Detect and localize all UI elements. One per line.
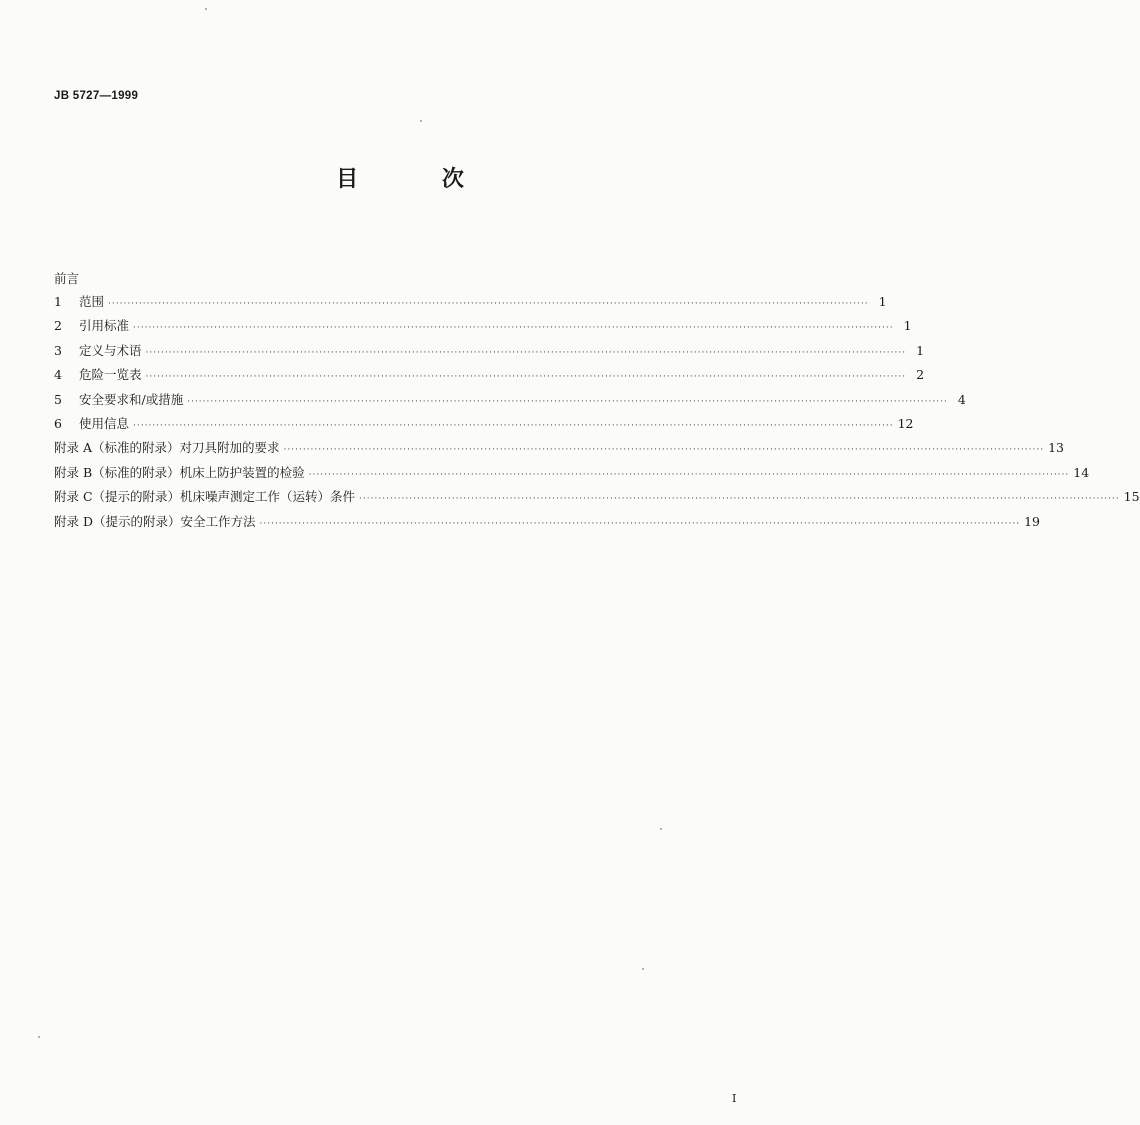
toc-leader-dots: ····································································································································································································· (133, 420, 894, 431)
toc-entry-label: 引用标准 (79, 318, 130, 334)
toc-entry-label: 附录 B（标准的附录）机床上防护装置的检验 (54, 464, 305, 480)
toc-entry-appendix-c[interactable] (54, 485, 1140, 509)
toc-entry-2[interactable] (54, 314, 912, 338)
page-number: I (732, 1092, 737, 1105)
toc-entry-5[interactable] (54, 388, 966, 412)
toc-entry-number: 3 (54, 342, 62, 358)
scan-speck (205, 8, 207, 10)
standard-code: JB 5727—1999 (54, 90, 139, 102)
toc-leader-dots: ····································································································································································································· (145, 347, 907, 358)
toc-leader-dots: ····································································································································································································· (308, 469, 1070, 480)
toc-entry-label: 附录 A（标准的附录）对刀具附加的要求 (54, 440, 280, 456)
toc-entry-page: 1 (878, 294, 887, 309)
toc-entry-page: 14 (1073, 464, 1090, 480)
toc-entry-page: 12 (897, 415, 914, 431)
toc-entry-number: 4 (54, 367, 62, 383)
toc-entry-6[interactable] (54, 412, 914, 436)
toc-entry-label: 安全要求和/或措施 (79, 391, 184, 407)
toc-entry-page: 13 (1048, 440, 1065, 456)
scan-speck (660, 828, 662, 830)
toc-entry-3[interactable] (54, 339, 925, 363)
toc-entry-appendix-b[interactable] (54, 461, 1090, 485)
toc-leader-dots: ····································································································································································································· (259, 518, 1021, 529)
toc-entry-label: 使用信息 (79, 415, 130, 431)
toc-entry-page: 4 (957, 391, 966, 407)
toc-entry-label: 定义与术语 (79, 342, 142, 358)
toc-entry-label: 附录 C（提示的附录）机床噪声测定工作（运转）条件 (54, 489, 356, 505)
toc-leader-dots: ····································································································································································································· (283, 445, 1045, 456)
toc-preface[interactable]: 前言 (54, 271, 80, 286)
toc-entry-label: 附录 D（提示的附录）安全工作方法 (54, 513, 256, 529)
toc-entry-page: 1 (903, 318, 912, 334)
page-title: 目 次 (336, 167, 502, 192)
toc-entry-page: 1 (916, 342, 925, 358)
scan-speck (420, 120, 422, 122)
toc-entry-page: 2 (916, 367, 925, 383)
toc-entry-1[interactable] (54, 290, 887, 314)
toc-entry-4[interactable] (54, 363, 925, 387)
toc-entry-appendix-d[interactable] (54, 510, 1040, 534)
toc-entry-page: 15 (1123, 489, 1140, 505)
scan-speck (642, 968, 644, 970)
toc-entry-label: 范围 (79, 294, 105, 309)
toc-entry-number: 5 (54, 391, 62, 407)
toc-entry-appendix-a[interactable] (54, 436, 1065, 460)
toc-leader-dots: ····································································································································································································· (145, 372, 907, 383)
toc-leader-dots: ····································································································································································································· (133, 323, 894, 334)
toc-leader-dots: ····································································································································································································· (359, 494, 1120, 505)
toc-entry-page: 19 (1024, 513, 1040, 529)
toc-entry-label: 危险一览表 (79, 367, 142, 383)
table-of-contents (54, 268, 1140, 534)
toc-entry-number: 1 (54, 294, 62, 309)
toc-leader-dots: ····································································································································································································· (108, 299, 869, 309)
toc-entry-number: 6 (54, 415, 62, 431)
toc-entry-number: 2 (54, 318, 62, 334)
toc-leader-dots: ····································································································································································································· (187, 396, 948, 407)
scan-speck (38, 1036, 40, 1038)
